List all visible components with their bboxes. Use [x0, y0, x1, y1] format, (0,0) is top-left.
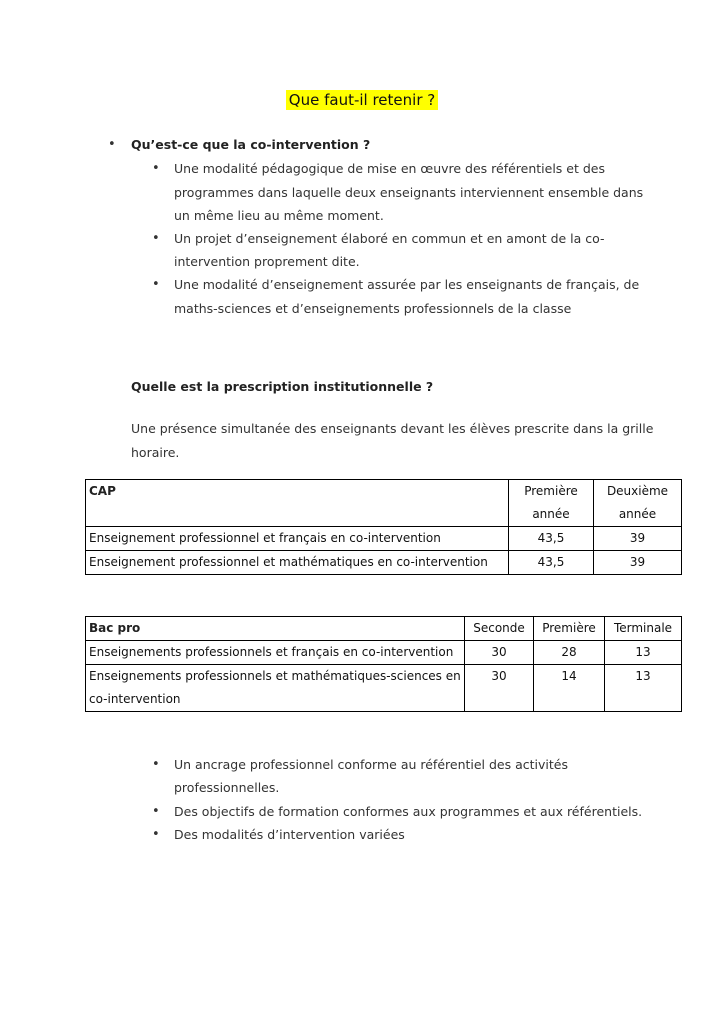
table-header-cell: Première [534, 617, 605, 641]
header-line: Première [524, 484, 578, 498]
bullet-icon: • [152, 804, 160, 819]
section3-item-line: Des objectifs de formation conformes aux programmes et aux référentiels. [174, 804, 643, 819]
table-cell: 13 [605, 641, 682, 665]
table-header-cell: Terminale [605, 617, 682, 641]
table-row [86, 641, 682, 665]
section2-heading: Quelle est la prescription institutionnelle ? [131, 379, 434, 394]
bacpro-table [85, 616, 682, 712]
table-cell: 30 [465, 665, 534, 712]
table-row [86, 551, 682, 575]
table-cell: 43,5 [509, 527, 594, 551]
bullet-icon: • [152, 827, 160, 842]
section3-item-line: Un ancrage professionnel conforme au référentiel des activités [174, 757, 568, 772]
section2-text: Une présence simultanée des enseignants devant les élèves prescrite dans la grille [131, 421, 654, 436]
table-cell [86, 665, 465, 712]
section1-question: Qu’est-ce que la co-intervention ? [131, 137, 371, 152]
table-header-cell [594, 480, 682, 527]
section3-item-line: Des modalités d’intervention variées [174, 827, 405, 842]
bullet-icon: • [152, 277, 160, 292]
table-cell: Enseignement professionnel et français en co-intervention [86, 527, 509, 551]
title-wrap [0, 90, 724, 110]
bullet-icon: • [108, 137, 116, 152]
table-row [86, 617, 682, 641]
bullet-icon: • [152, 757, 160, 772]
table-row [86, 527, 682, 551]
table-header-cell: CAP [86, 480, 509, 527]
table-cell: 13 [605, 665, 682, 712]
table-row [86, 665, 682, 712]
table-cell: Enseignements professionnels et français en co-intervention [86, 641, 465, 665]
section1-item-line: programmes dans laquelle deux enseignants interviennent ensemble dans [174, 185, 644, 200]
table-cell: 28 [534, 641, 605, 665]
section2-text: horaire. [131, 445, 180, 460]
cell-line: co-intervention [89, 692, 181, 706]
bullet-icon: • [152, 161, 160, 176]
cell-line: Enseignements professionnels et mathématiques-sciences en [89, 669, 461, 683]
section3-item-line: professionnelles. [174, 780, 280, 795]
table-cell: 14 [534, 665, 605, 712]
table-cell: 39 [594, 527, 682, 551]
section1-item-line: Une modalité d’enseignement assurée par les enseignants de français, de [174, 277, 640, 292]
page-title: Que faut-il retenir ? [286, 90, 438, 110]
section1-item-line: Un projet d’enseignement élaboré en commun et en amont de la co- [174, 231, 605, 246]
table-header-cell [509, 480, 594, 527]
table-cell: 39 [594, 551, 682, 575]
table-header-cell: Seconde [465, 617, 534, 641]
bullet-icon: • [152, 231, 160, 246]
cap-table [85, 479, 682, 575]
table-cell: 43,5 [509, 551, 594, 575]
section1-item-line: intervention proprement dite. [174, 254, 360, 269]
header-line: Deuxième [606, 484, 669, 498]
section1-item-line: maths-sciences et d’enseignements professionnels de la classe [174, 301, 572, 316]
table-row [86, 480, 682, 527]
section1-item-line: un même lieu au même moment. [174, 208, 384, 223]
table-header-cell: Bac pro [86, 617, 465, 641]
table-cell: 30 [465, 641, 534, 665]
header-line: année [618, 507, 657, 521]
table-cell: Enseignement professionnel et mathématiques en co-intervention [86, 551, 509, 575]
header-line: année [532, 507, 570, 521]
section1-item-line: Une modalité pédagogique de mise en œuvre des référentiels et des [174, 161, 605, 176]
